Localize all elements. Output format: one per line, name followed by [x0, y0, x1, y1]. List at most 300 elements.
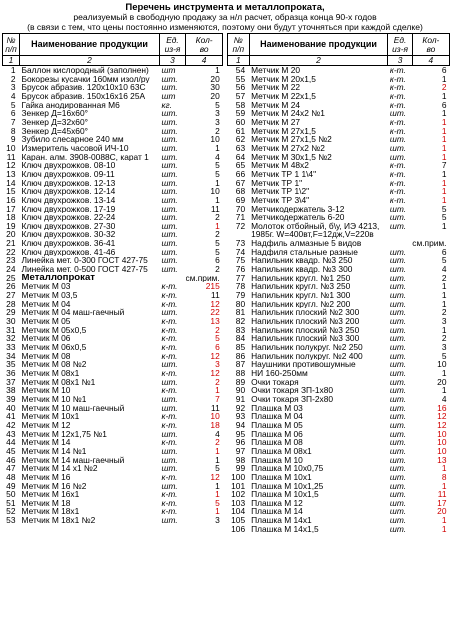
- table-row: [3, 291, 223, 300]
- quantity: 20: [210, 91, 220, 101]
- table-row: [3, 507, 223, 516]
- product-name: Плашка М 04: [251, 412, 303, 421]
- product-name: Метчик М 27х1,5: [251, 126, 316, 136]
- quantity: 1: [441, 135, 447, 144]
- unit: шт.: [389, 360, 407, 369]
- product-name: Метчик М 14 маш-гаечный: [21, 455, 125, 465]
- unit: шт.: [389, 273, 407, 283]
- row-number: 28: [6, 299, 16, 309]
- product-name: Метчикодержатель 3-12: [251, 204, 345, 214]
- quantity: 11: [211, 204, 220, 214]
- quantity: 10: [437, 429, 447, 439]
- product-name: Каран. алм. 3908-0088С, карат 1: [21, 152, 149, 162]
- table-row: [228, 83, 450, 92]
- row-number: 74: [235, 247, 246, 257]
- quantity: 6: [441, 65, 447, 75]
- product-name: Метчик М 16: [21, 472, 71, 482]
- row-number: 11: [6, 152, 16, 162]
- product-name: Метчик ТР 1": [251, 178, 303, 188]
- table-row: [3, 101, 223, 110]
- unit: шт.: [389, 472, 407, 482]
- row-number: 54: [235, 65, 246, 75]
- unit: шт.: [389, 213, 407, 222]
- quantity: 8: [441, 472, 447, 482]
- unit: шт.: [389, 420, 407, 430]
- table-row: [3, 282, 223, 291]
- product-name: Баллон кислородный (заполнен): [21, 65, 149, 75]
- row-number: 104: [231, 507, 246, 517]
- unit: к-т.: [161, 325, 178, 335]
- row-number: 23: [6, 256, 16, 266]
- table-row: [228, 282, 450, 291]
- table-row: [228, 456, 450, 465]
- row-number: 102: [231, 490, 246, 499]
- product-name: Метчик М 12: [21, 420, 71, 430]
- quantity: 1: [215, 221, 220, 231]
- unit: шт.: [389, 490, 407, 499]
- quantity: 3: [441, 317, 447, 326]
- row-number: 47: [6, 464, 16, 473]
- unit: шт: [161, 65, 176, 75]
- row-number: 6: [10, 109, 16, 118]
- product-name: Плашка М 05: [251, 420, 303, 430]
- unit: шт.: [389, 204, 407, 214]
- unit: шт.: [161, 230, 178, 240]
- quantity: 5: [441, 204, 447, 214]
- quantity: 5: [441, 213, 447, 222]
- product-name: Метчик М 14 №1: [21, 446, 87, 456]
- row-number: 19: [6, 221, 16, 231]
- quantity: 5: [215, 169, 220, 179]
- product-name: Напильник кругл. №3 250: [251, 282, 351, 292]
- table-row: [228, 360, 450, 369]
- table-row: [3, 256, 223, 265]
- table-row: [3, 265, 223, 274]
- table-row: [228, 404, 450, 413]
- row-number: 93: [235, 412, 246, 421]
- quantity: 1: [215, 455, 220, 465]
- product-name: Напильник полукруг. №2 400: [251, 351, 363, 361]
- unit: шт.: [161, 126, 178, 136]
- table-row: [3, 239, 223, 248]
- quantity: 1: [441, 516, 447, 525]
- row-number: 60: [235, 117, 246, 127]
- row-number: 55: [235, 74, 246, 84]
- unit: [388, 239, 412, 248]
- row-number: 35: [6, 360, 16, 369]
- table-row: [228, 205, 450, 214]
- row-number: 105: [231, 516, 246, 525]
- table-row: [228, 300, 450, 309]
- row-number: 97: [235, 446, 246, 456]
- row-number: 87: [235, 360, 246, 369]
- table-row: [228, 421, 450, 430]
- product-name: Метчик М 08х1 №1: [21, 377, 96, 387]
- product-name: Метчик ТР 3\4": [251, 195, 310, 205]
- product-name: Плашка М 12: [251, 498, 303, 508]
- row-number: 84: [235, 334, 246, 343]
- product-name: Ключ двухрожков. 12-14: [21, 187, 116, 196]
- quantity: 1: [441, 169, 447, 179]
- table-row: [3, 230, 223, 239]
- unit: шт.: [161, 464, 178, 473]
- table-row: [3, 170, 223, 179]
- quantity: 5: [215, 498, 220, 508]
- table-row: [228, 256, 450, 265]
- product-name: Метчик М 18: [21, 498, 71, 508]
- product-name: Метчик М 12х1,75 №1: [21, 429, 107, 439]
- product-name: Напильник квадр. №3 250: [251, 256, 353, 266]
- row-number: 30: [6, 317, 16, 326]
- product-name: Метчик М 27х1,5 №2: [251, 135, 332, 144]
- table-row: [3, 404, 223, 413]
- row-number: 69: [235, 195, 246, 205]
- unit: шт.: [161, 516, 178, 525]
- quantity: 11: [211, 403, 220, 413]
- row-number: 76: [235, 265, 246, 274]
- row-number: 85: [235, 343, 246, 352]
- unit: шт.: [161, 239, 178, 248]
- product-name: Метчик М 22: [251, 83, 301, 92]
- product-name: Зенкер Д=16х60°: [21, 109, 88, 118]
- quantity: 16: [437, 403, 447, 413]
- table-row: [228, 482, 450, 491]
- product-name: Металлопрокат: [21, 273, 96, 283]
- table-row: [228, 317, 450, 326]
- quantity: 1: [215, 446, 220, 456]
- col-index-1: 1: [228, 56, 250, 66]
- quantity: 3: [215, 516, 220, 525]
- quantity: 10: [210, 412, 220, 421]
- row-number: 40: [6, 403, 16, 413]
- row-number: 7: [10, 117, 16, 127]
- row-number: 37: [6, 377, 16, 387]
- unit: шт.: [389, 317, 407, 326]
- product-name: Метчик М 16х1: [21, 490, 80, 499]
- table-row: [3, 343, 223, 352]
- table-row: [3, 412, 223, 421]
- quantity: 1: [441, 152, 447, 162]
- product-name: Метчик М 06х0,5: [21, 343, 87, 352]
- quantity: 1: [441, 386, 447, 395]
- row-number: 43: [6, 429, 16, 439]
- product-name: Метчик М 24: [251, 100, 301, 110]
- product-name: Зенкер Д=45х60°: [21, 126, 88, 136]
- quantity: 1: [215, 490, 220, 499]
- unit: к-т.: [389, 91, 406, 101]
- table-row: [228, 144, 450, 153]
- quantity: 1: [441, 187, 447, 196]
- quantity: 5: [215, 464, 220, 473]
- row-number: 20: [6, 230, 16, 240]
- quantity: 1: [441, 195, 447, 205]
- product-name: Метчик М 08х1: [21, 368, 80, 378]
- table-row: [3, 317, 223, 326]
- col-header-name: Наименование продукции: [20, 34, 160, 56]
- product-name: Плашка М 10х1: [251, 472, 312, 482]
- product-name: Метчикодержатель 6-20: [251, 213, 345, 222]
- row-number: 58: [235, 100, 246, 110]
- product-name: Метчик М 27: [251, 117, 301, 127]
- product-name: Метчик М 10 №1: [21, 394, 87, 404]
- unit: шт.: [161, 152, 178, 162]
- quantity: 2: [441, 334, 447, 343]
- row-number: 67: [235, 178, 246, 188]
- unit: шт.: [389, 109, 407, 118]
- product-name: Метчик ТР 1 1\4": [251, 169, 317, 179]
- unit: к-т.: [161, 412, 178, 421]
- col-index-3: 3: [388, 56, 412, 66]
- quantity: 2: [215, 265, 220, 274]
- product-name: Метчик М 14 х1 №2: [21, 464, 98, 473]
- unit: шт.: [161, 308, 178, 318]
- row-number: 79: [235, 291, 246, 300]
- table-row: [3, 456, 223, 465]
- col-index-4: 4: [412, 56, 449, 66]
- product-name: Метчик М 27х2 №2: [251, 143, 325, 153]
- unit: шт.: [389, 386, 407, 395]
- quantity: 1: [215, 178, 220, 188]
- quantity: 12: [210, 472, 220, 482]
- table-row: [228, 308, 450, 317]
- product-name: Брусок абразив. 120х10х10 63С: [21, 83, 146, 92]
- product-name: Метчик М 10х1: [21, 412, 80, 421]
- col-header-no: № п/п: [228, 34, 250, 56]
- product-name: Метчик М 06: [21, 334, 71, 343]
- row-number: 49: [6, 481, 16, 491]
- row-number: 3: [10, 83, 16, 92]
- quantity: 1: [441, 143, 447, 153]
- quantity: 215: [205, 282, 220, 292]
- table-row: [228, 490, 450, 499]
- product-name: НИ 160-250мм: [251, 368, 308, 378]
- unit: шт.: [389, 524, 407, 534]
- table-row: [3, 109, 223, 118]
- unit: шт.: [161, 83, 178, 92]
- unit: к-т.: [161, 334, 178, 343]
- unit: шт.: [389, 516, 407, 525]
- row-number: 4: [10, 91, 16, 101]
- quantity: 3: [215, 117, 220, 127]
- unit: шт.: [389, 455, 407, 465]
- row-number: 101: [231, 481, 246, 491]
- unit: шт.: [389, 325, 407, 335]
- row-number: 29: [6, 308, 16, 318]
- row-number: 53: [6, 516, 16, 525]
- table-row: [3, 490, 223, 499]
- product-name: Метчик М 24х2 №1: [251, 109, 325, 118]
- quantity: 1: [441, 291, 447, 300]
- quantity: 7: [215, 394, 220, 404]
- table-row: [228, 170, 450, 179]
- product-name: Метчик М 20: [251, 65, 301, 75]
- quantity: 1: [215, 65, 220, 75]
- row-number: 44: [6, 438, 16, 447]
- quantity: 1: [441, 109, 447, 118]
- quantity: 1: [441, 481, 447, 491]
- quantity: 1: [215, 481, 220, 491]
- unit: шт.: [161, 429, 178, 439]
- product-name: Напильник квадр. №3 300: [251, 265, 353, 274]
- table-row: [228, 92, 450, 101]
- unit: к-т.: [161, 343, 178, 352]
- document-subtitle: реализуемый в свободную продажу за н/л расчет, образца конца 90-х годов: [73, 12, 377, 22]
- table-row: [3, 205, 223, 214]
- unit: шт.: [389, 368, 407, 378]
- row-number: 15: [6, 187, 16, 196]
- table-row: [3, 360, 223, 369]
- quantity: 1: [441, 91, 447, 101]
- table-row: [3, 196, 223, 205]
- row-number: 22: [6, 247, 16, 257]
- unit: к-т.: [161, 438, 178, 447]
- row-number: 100: [231, 472, 246, 482]
- quantity: 1: [441, 368, 447, 378]
- table-row: [3, 334, 223, 343]
- unit: шт.: [161, 360, 178, 369]
- unit: шт.: [389, 221, 407, 231]
- row-number: 9: [10, 135, 16, 144]
- row-number: 38: [6, 386, 16, 395]
- quantity: 18: [210, 420, 220, 430]
- table-row: [3, 499, 223, 508]
- row-number: 12: [6, 161, 16, 170]
- unit: шт.: [161, 394, 178, 404]
- unit: к-т.: [161, 420, 178, 430]
- unit: шт.: [161, 446, 178, 456]
- product-name: Метчик М 03: [21, 282, 71, 292]
- col-header-qty: Кол- во: [186, 34, 223, 56]
- table-row: [3, 386, 223, 395]
- unit: шт.: [389, 446, 407, 456]
- quantity: 1: [215, 507, 220, 517]
- unit: шт.: [161, 143, 178, 153]
- table-row: [3, 118, 223, 127]
- quantity: 3: [441, 343, 447, 352]
- quantity: 1: [441, 524, 447, 534]
- quantity: 1: [441, 74, 447, 84]
- product-name: Плашка М 10х1,25: [251, 481, 324, 491]
- product-name: Метчик М 04: [21, 299, 71, 309]
- quantity: 6: [215, 256, 220, 266]
- unit: к-т.: [389, 178, 406, 188]
- unit: шт.: [389, 438, 407, 447]
- table-row: [228, 386, 450, 395]
- quantity: 1: [441, 299, 447, 309]
- row-number: 1: [10, 65, 16, 75]
- table-row: [228, 378, 450, 387]
- col-header-unit: Ед. из-я: [160, 34, 186, 56]
- quantity: 2: [215, 325, 220, 335]
- unit: шт.: [161, 247, 178, 257]
- document-note: (в связи с тем, что цены постоянно изменяются, поэтому они будут уточняться при каждой сделке): [27, 22, 423, 32]
- row-number: 2: [10, 74, 16, 84]
- row-number: 81: [235, 308, 246, 318]
- quantity: 2: [441, 273, 447, 283]
- quantity: 1: [441, 282, 447, 292]
- product-name: Метчик М 48х2: [251, 161, 309, 170]
- table-row: [228, 430, 450, 439]
- table-row: [3, 153, 223, 162]
- table-row: [228, 75, 450, 84]
- quantity: 11: [437, 490, 447, 499]
- col-header-unit: Ед. из-я: [388, 34, 412, 56]
- quantity: 1: [215, 195, 220, 205]
- quantity: 1: [215, 386, 220, 395]
- table-row: [3, 464, 223, 473]
- unit: шт.: [161, 161, 178, 170]
- unit: шт.: [389, 247, 407, 257]
- unit: шт.: [389, 394, 407, 404]
- quantity: 1: [441, 221, 447, 231]
- table-row: [228, 438, 450, 447]
- row-number: 68: [235, 187, 246, 196]
- quantity: 6: [441, 247, 447, 257]
- row-number: 36: [6, 368, 16, 378]
- unit: к-т.: [389, 195, 406, 205]
- row-number: 48: [6, 472, 16, 482]
- table-row: [3, 516, 223, 525]
- table-row: [228, 109, 450, 118]
- row-number: 64: [235, 152, 246, 162]
- table-row: [3, 473, 223, 482]
- document-title: Перечень инструмента и металлопроката,: [125, 2, 325, 13]
- unit: к-т.: [161, 490, 178, 499]
- unit: шт.: [161, 265, 178, 274]
- product-name: Линейка мет. 0-300 ГОСТ 427-75: [21, 256, 148, 266]
- unit: шт.: [161, 109, 178, 118]
- row-number: 95: [235, 429, 246, 439]
- product-name: Бокорезы кусачки 160мм изол/ру: [21, 74, 150, 84]
- row-number: 5: [10, 100, 16, 110]
- quantity: 1: [215, 143, 220, 153]
- table-row: [228, 369, 450, 378]
- quantity: 30: [210, 83, 220, 92]
- table-row: [228, 222, 450, 239]
- table-row: [3, 326, 223, 335]
- unit: к-т.: [161, 317, 178, 326]
- table-row: [228, 473, 450, 482]
- quantity: 4: [215, 429, 220, 439]
- table-row: [228, 239, 450, 248]
- product-name: Ключ двухрожков. 27-30: [21, 221, 116, 231]
- table-row: [228, 343, 450, 352]
- table-row: [228, 352, 450, 361]
- unit: к-т.: [389, 65, 406, 75]
- product-name: Метчик М 10: [21, 386, 71, 395]
- table-row: [3, 75, 223, 84]
- product-name: Метчик М 14: [21, 438, 71, 447]
- table-row: [3, 127, 223, 136]
- table-row: [3, 179, 223, 188]
- quantity: 5: [441, 256, 447, 266]
- table-row: [3, 187, 223, 196]
- unit: шт.: [161, 117, 178, 127]
- row-number: 24: [6, 265, 16, 274]
- row-number: 10: [6, 143, 16, 153]
- table-row: [228, 395, 450, 404]
- unit: шт.: [389, 507, 407, 517]
- product-name: Зенкер Д=32х60°: [21, 117, 88, 127]
- unit: шт.: [161, 213, 178, 222]
- quantity: 5: [215, 239, 220, 248]
- unit: шт.: [161, 169, 178, 179]
- row-number: 94: [235, 420, 246, 430]
- unit: к-т.: [389, 74, 406, 84]
- unit: шт.: [389, 135, 407, 144]
- row-number: 18: [6, 213, 16, 222]
- product-table-right: [227, 33, 450, 533]
